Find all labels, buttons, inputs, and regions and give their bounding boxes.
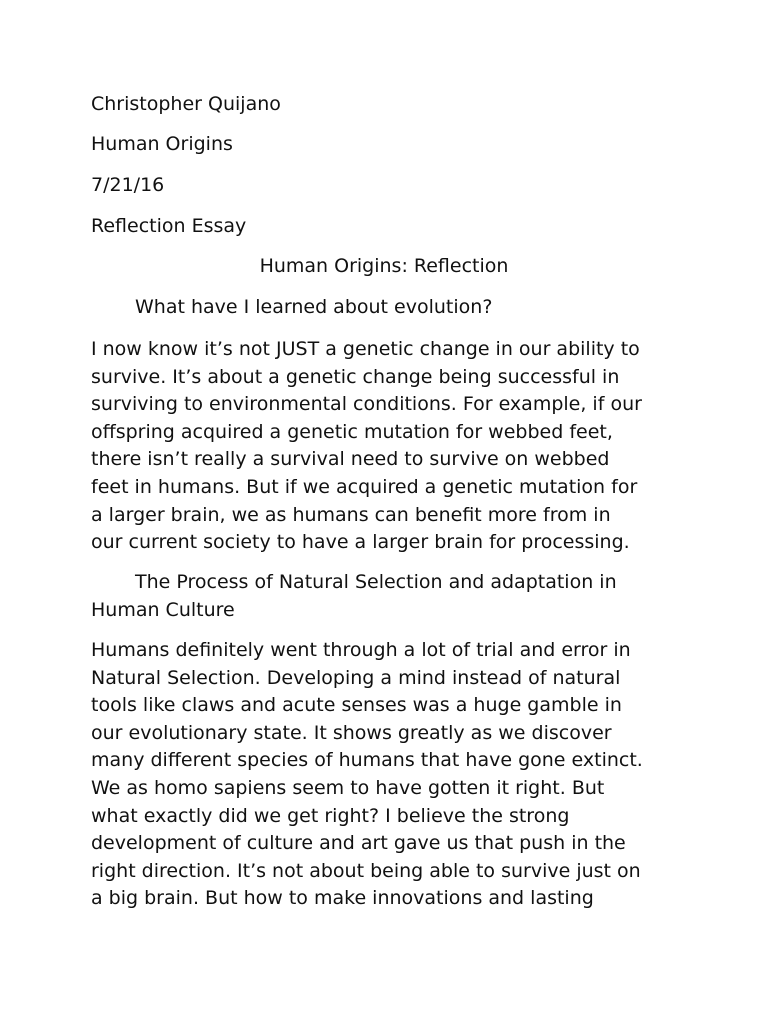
paragraph-line: tools like claws and acute senses was a huge gamble in — [91, 694, 622, 717]
paragraph-line: right direction. It’s not about being able to survive just on — [91, 859, 641, 882]
section-heading-continued: Human Culture — [91, 599, 235, 621]
assignment-type: Reflection Essay — [91, 215, 247, 237]
paragraph-line: development of culture and art gave us that push in the — [91, 832, 626, 855]
section-heading: What have I learned about evolution? — [135, 296, 493, 318]
paragraph-line: our evolutionary state. It shows greatly as we discover — [91, 721, 612, 744]
paragraph-line: I now know it’s not JUST a genetic change in our ability to — [91, 338, 640, 360]
paragraph-line: feet in humans. But if we acquired a genetic mutation for — [91, 475, 638, 498]
paragraph-line: offspring acquired a genetic mutation for webbed feet, — [91, 420, 613, 443]
paragraph-line: a big brain. But how to make innovations and lasting — [91, 887, 594, 910]
paragraph-line: Natural Selection. Developing a mind instead of natural — [91, 666, 621, 689]
paragraph-line: surviving to environmental conditions. For example, if our — [91, 393, 642, 416]
paragraph-line: there isn’t really a survival need to survive on webbed — [91, 448, 610, 471]
paragraph-line: We as homo sapiens seem to have gotten it right. But — [91, 776, 605, 799]
paragraph-evolution — [91, 336, 691, 557]
paragraph-line: a larger brain, we as humans can benefit more from in — [91, 503, 611, 526]
section-heading: The Process of Natural Selection and adaptation in — [135, 571, 617, 593]
essay-date: 7/21/16 — [91, 174, 165, 196]
paragraph-natural-selection — [91, 637, 691, 913]
course-name: Human Origins — [91, 133, 233, 155]
paragraph-line: our current society to have a larger brain for processing. — [91, 531, 630, 554]
author-name: Christopher Quijano — [91, 93, 281, 115]
paragraph-line: survive. It’s about a genetic change being successful in — [91, 365, 620, 388]
paragraph-line: what exactly did we get right? I believe the strong — [91, 804, 570, 827]
paragraph-line: many different species of humans that have gone extinct. — [91, 749, 643, 772]
paragraph-line: Humans definitely went through a lot of trial and error in — [91, 639, 631, 661]
essay-title: Human Origins: Reflection — [259, 255, 509, 277]
